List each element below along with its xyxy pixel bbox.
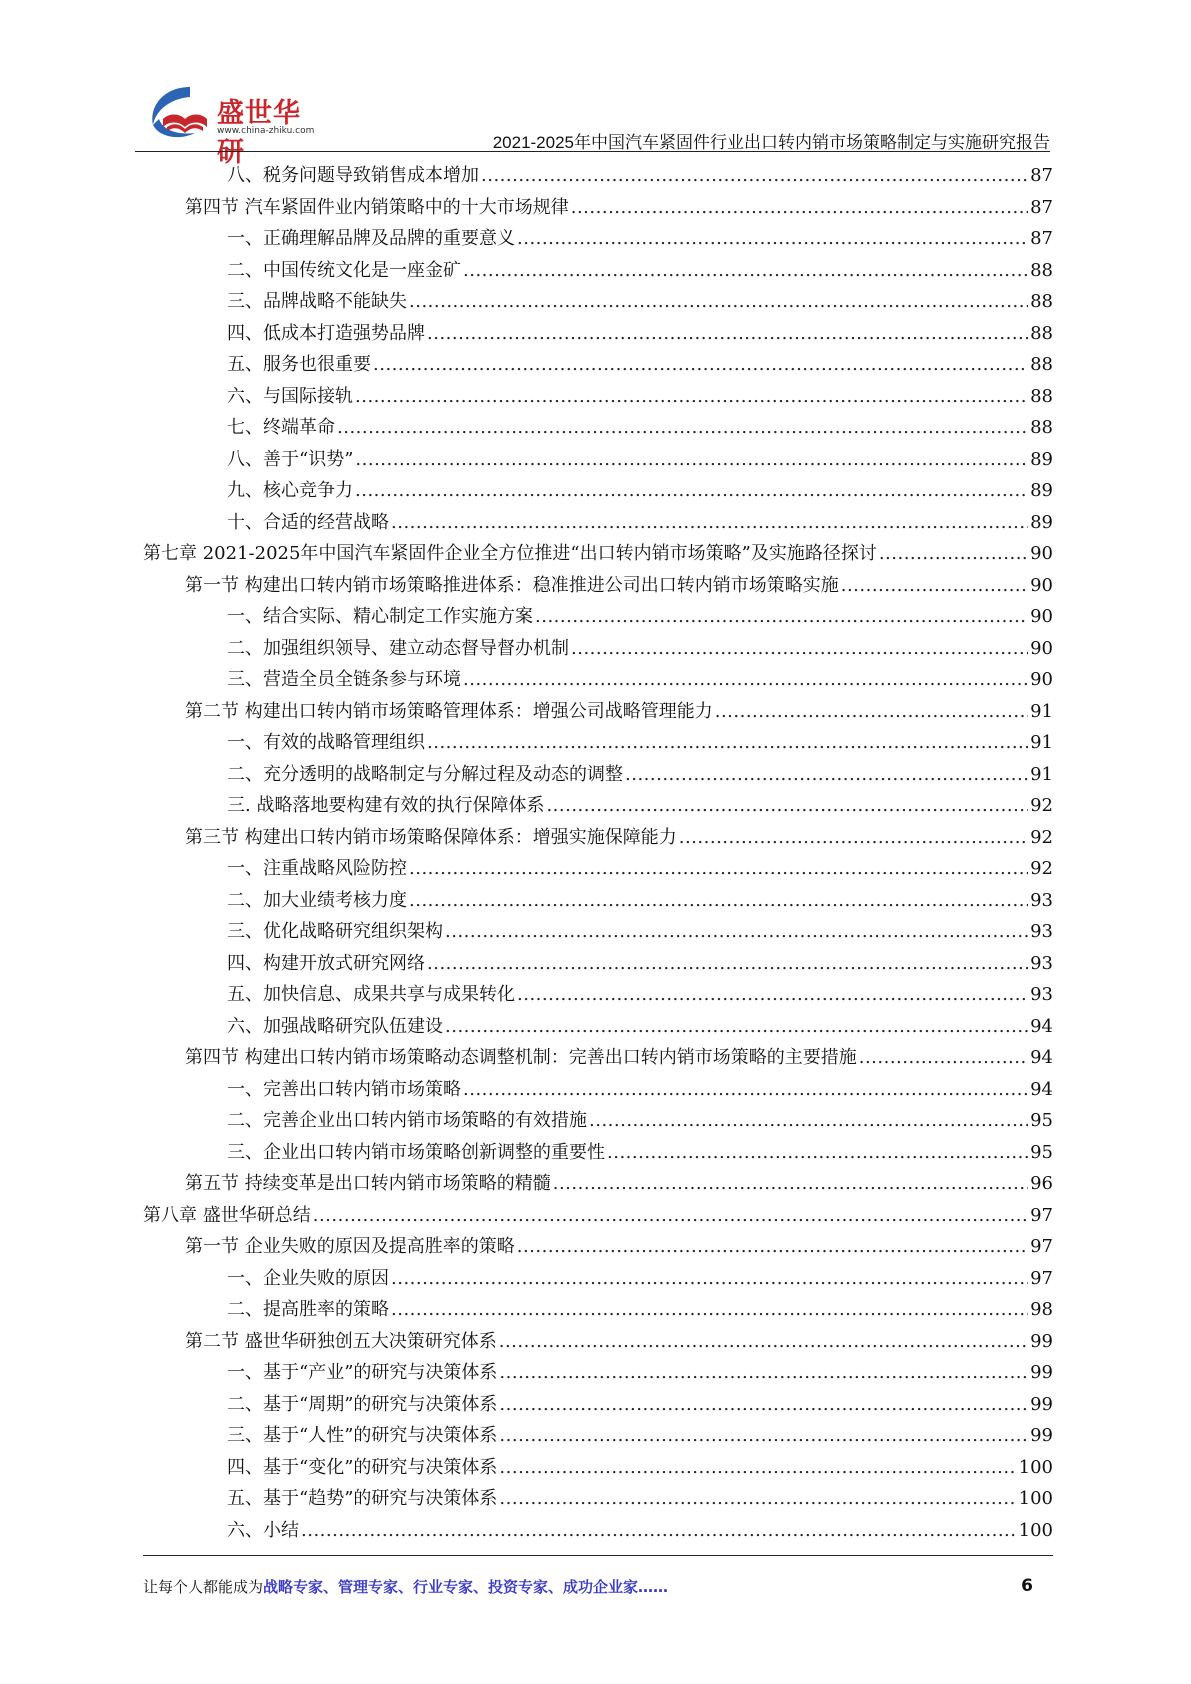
- toc-entry-page: 91: [1030, 732, 1053, 753]
- toc-entry-page: 96: [1030, 1173, 1053, 1194]
- toc-entry[interactable]: [143, 286, 1053, 318]
- toc-entry[interactable]: [143, 381, 1053, 413]
- toc-entry-title: 第五节 持续变革是出口转内销市场策略的精髓: [185, 1173, 551, 1194]
- toc-entry-page: 88: [1030, 417, 1053, 438]
- toc-entry-page: 99: [1030, 1425, 1053, 1446]
- toc-entry[interactable]: [143, 696, 1053, 728]
- toc-entry[interactable]: [143, 1452, 1053, 1484]
- toc-entry-page: 97: [1030, 1204, 1053, 1226]
- toc-entry[interactable]: [143, 1294, 1053, 1326]
- toc-entry[interactable]: [143, 160, 1053, 192]
- toc-entry[interactable]: [143, 1389, 1053, 1421]
- toc-entry-title: 第四节 构建出口转内销市场策略动态调整机制：完善出口转内销市场策略的主要措施: [185, 1047, 857, 1068]
- toc-entry-title: 第八章 盛世华研总结: [143, 1204, 311, 1226]
- toc-entry-title: 三. 战略落地要构建有效的执行保障体系: [227, 795, 545, 816]
- toc-entry-title: 二、提高胜率的策略: [227, 1299, 389, 1320]
- toc-leader-dots: [409, 853, 1028, 885]
- toc-entry-page: 93: [1030, 952, 1053, 974]
- toc-entry-title: 二、基于“周期”的研究与决策体系: [227, 1393, 498, 1415]
- toc-entry[interactable]: [143, 475, 1053, 507]
- toc-entry-page: 89: [1030, 511, 1053, 533]
- toc-entry-page: 99: [1030, 1330, 1053, 1352]
- toc-entry-page: 90: [1030, 669, 1053, 690]
- footer-slogan-prefix: 让每个人都能成为: [143, 1578, 264, 1596]
- toc-entry[interactable]: [143, 1420, 1053, 1452]
- toc-leader-dots: [517, 1231, 1028, 1263]
- toc-entry-title: 第四节 汽车紧固件业内销策略中的十大市场规律: [185, 196, 569, 218]
- toc-entry-title: 六、小结: [227, 1519, 299, 1541]
- toc-entry-page: 88: [1030, 259, 1053, 281]
- toc-entry-page: 90: [1030, 637, 1053, 659]
- toc-leader-dots: [391, 507, 1028, 539]
- toc-leader-dots: [409, 885, 1028, 917]
- page-number: 6: [1021, 1576, 1033, 1596]
- toc-entry-title: 第一节 构建出口转内销市场策略推进体系：稳准推进公司出口转内销市场策略实施: [185, 574, 839, 596]
- brand-url: www.china-zhiku.com: [217, 126, 315, 136]
- toc-entry-page: 100: [1018, 1519, 1053, 1541]
- page-header: [135, 78, 1050, 168]
- toc-entry[interactable]: [143, 948, 1053, 980]
- toc-leader-dots: [355, 475, 1028, 507]
- toc-entry[interactable]: [143, 223, 1053, 255]
- toc-leader-dots: [679, 822, 1028, 854]
- toc-entry[interactable]: [143, 1357, 1053, 1389]
- toc-entry[interactable]: [143, 916, 1053, 948]
- toc-entry-title: 第二节 盛世华研独创五大决策研究体系: [185, 1330, 497, 1352]
- toc-entry-title: 一、正确理解品牌及品牌的重要意义: [227, 228, 515, 249]
- toc-entry-title: 四、构建开放式研究网络: [227, 952, 425, 974]
- toc-entry-page: 95: [1030, 1141, 1053, 1163]
- toc-entry-page: 98: [1030, 1299, 1053, 1320]
- toc-entry-page: 97: [1030, 1236, 1053, 1257]
- toc-entry-title: 第一节 企业失败的原因及提高胜率的策略: [185, 1236, 515, 1257]
- toc-leader-dots: [517, 223, 1028, 255]
- toc-leader-dots: [499, 1389, 1028, 1421]
- toc-leader-dots: [373, 349, 1028, 381]
- toc-entry[interactable]: [143, 1515, 1053, 1547]
- toc-entry[interactable]: [143, 507, 1053, 539]
- toc-entry[interactable]: [143, 444, 1053, 476]
- toc-entry-page: 93: [1030, 889, 1053, 911]
- toc-leader-dots: [553, 1168, 1028, 1200]
- toc-entry-title: 一、注重战略风险防控: [227, 858, 407, 879]
- toc-leader-dots: [463, 664, 1028, 696]
- toc-entry-page: 87: [1030, 165, 1053, 186]
- toc-entry[interactable]: [143, 1326, 1053, 1358]
- page-footer: [143, 1576, 1053, 1597]
- toc-entry-page: 87: [1030, 196, 1053, 218]
- toc-entry-page: 89: [1030, 480, 1053, 501]
- toc-entry-page: 91: [1030, 700, 1053, 722]
- toc-entry[interactable]: [143, 255, 1053, 287]
- logo-swirl-icon: [145, 83, 215, 143]
- toc-entry-page: 88: [1030, 385, 1053, 407]
- toc-entry-title: 八、善于“识势”: [227, 448, 354, 470]
- toc-entry-title: 二、充分透明的战略制定与分解过程及动态的调整: [227, 763, 623, 785]
- toc-entry-page: 88: [1030, 291, 1053, 312]
- toc-leader-dots: [589, 1105, 1028, 1137]
- toc-entry[interactable]: [143, 727, 1053, 759]
- toc-leader-dots: [481, 160, 1028, 192]
- toc-entry-title: 七、终端革命: [227, 417, 335, 438]
- toc-leader-dots: [535, 601, 1028, 633]
- toc-leader-dots: [571, 633, 1028, 665]
- toc-leader-dots: [499, 1483, 1016, 1515]
- toc-leader-dots: [879, 538, 1028, 570]
- toc-entry[interactable]: [143, 979, 1053, 1011]
- toc-entry[interactable]: [143, 790, 1053, 822]
- toc-entry-page: 94: [1030, 1078, 1053, 1100]
- toc-entry[interactable]: [143, 633, 1053, 665]
- toc-entry-title: 第三节 构建出口转内销市场策略保障体系：增强实施保障能力: [185, 826, 677, 848]
- toc-entry-title: 三、基于“人性”的研究与决策体系: [227, 1425, 498, 1446]
- toc-entry-title: 三、营造全员全链条参与环境: [227, 669, 461, 690]
- toc-entry-page: 90: [1030, 606, 1053, 627]
- toc-entry-page: 87: [1030, 228, 1053, 249]
- toc-entry[interactable]: [143, 601, 1053, 633]
- toc-entry-page: 93: [1030, 984, 1053, 1005]
- toc-entry-title: 一、基于“产业”的研究与决策体系: [227, 1362, 498, 1383]
- toc-entry-page: 100: [1018, 1488, 1053, 1509]
- toc-leader-dots: [715, 696, 1028, 728]
- toc-entry-page: 94: [1030, 1047, 1053, 1068]
- toc-leader-dots: [445, 916, 1028, 948]
- toc-entry-title: 四、低成本打造强势品牌: [227, 322, 425, 344]
- toc-leader-dots: [499, 1420, 1028, 1452]
- toc-entry-page: 88: [1030, 354, 1053, 375]
- toc-entry-title: 一、企业失败的原因: [227, 1267, 389, 1289]
- toc-leader-dots: [546, 790, 1028, 822]
- toc-leader-dots: [427, 948, 1028, 980]
- footer-slogan-highlight: 战略专家、管理专家、行业专家、投资专家、成功企业家……: [263, 1578, 669, 1596]
- toc-entry-title: 一、有效的战略管理组织: [227, 732, 425, 753]
- brand-logo: [145, 83, 315, 168]
- footer-divider: [143, 1555, 1053, 1556]
- toc-entry-page: 94: [1030, 1015, 1053, 1037]
- toc-leader-dots: [355, 444, 1028, 476]
- toc-entry-title: 九、核心竞争力: [227, 480, 353, 501]
- toc-entry[interactable]: [143, 412, 1053, 444]
- toc-entry-page: 88: [1030, 322, 1053, 344]
- toc-entry[interactable]: [143, 1231, 1053, 1263]
- toc-entry-title: 第二节 构建出口转内销市场策略管理体系：增强公司战略管理能力: [185, 700, 713, 722]
- toc-leader-dots: [427, 318, 1028, 350]
- toc-entry-title: 八、税务问题导致销售成本增加: [227, 165, 479, 186]
- toc-leader-dots: [499, 1452, 1016, 1484]
- toc-entry-title: 第七章 2021-2025年中国汽车紧固件企业全方位推进“出口转内销市场策略”及实施路径探讨: [143, 543, 877, 564]
- toc-entry-title: 二、中国传统文化是一座金矿: [227, 259, 461, 281]
- toc-entry-page: 99: [1030, 1362, 1053, 1383]
- toc-leader-dots: [517, 979, 1028, 1011]
- toc-entry-title: 二、完善企业出口转内销市场策略的有效措施: [227, 1110, 587, 1131]
- toc-entry-page: 90: [1030, 543, 1053, 564]
- toc-leader-dots: [409, 286, 1028, 318]
- toc-entry-title: 五、加快信息、成果共享与成果转化: [227, 984, 515, 1005]
- toc-entry[interactable]: [143, 885, 1053, 917]
- toc-entry-page: 92: [1030, 826, 1053, 848]
- toc-entry-page: 100: [1018, 1456, 1053, 1478]
- toc-entry[interactable]: [143, 1074, 1053, 1106]
- toc-entry[interactable]: [143, 192, 1053, 224]
- toc-entry[interactable]: [143, 822, 1053, 854]
- toc-entry[interactable]: [143, 538, 1053, 570]
- toc-leader-dots: [337, 412, 1028, 444]
- toc-leader-dots: [625, 759, 1028, 791]
- toc-entry[interactable]: [143, 1042, 1053, 1074]
- toc-leader-dots: [313, 1200, 1028, 1232]
- toc-entry-title: 三、品牌战略不能缺失: [227, 291, 407, 312]
- toc-entry[interactable]: [143, 349, 1053, 381]
- toc-entry-title: 一、完善出口转内销市场策略: [227, 1078, 461, 1100]
- toc-entry[interactable]: [143, 1263, 1053, 1295]
- toc-entry-page: 92: [1030, 858, 1053, 879]
- toc-entry-title: 一、结合实际、精心制定工作实施方案: [227, 606, 533, 627]
- toc-leader-dots: [463, 255, 1028, 287]
- toc-leader-dots: [445, 1011, 1028, 1043]
- toc-entry-title: 六、与国际接轨: [227, 385, 353, 407]
- toc-entry[interactable]: [143, 1483, 1053, 1515]
- toc-entry[interactable]: [143, 318, 1053, 350]
- toc-entry-page: 95: [1030, 1110, 1053, 1131]
- toc-leader-dots: [499, 1326, 1028, 1358]
- toc-leader-dots: [571, 192, 1028, 224]
- toc-entry[interactable]: [143, 1168, 1053, 1200]
- toc-entry-page: 92: [1030, 795, 1053, 816]
- toc-leader-dots: [499, 1357, 1028, 1389]
- toc-entry-title: 三、企业出口转内销市场策略创新调整的重要性: [227, 1141, 605, 1163]
- report-title: 2021-2025年中国汽车紧固件行业出口转内销市场策略制定与实施研究报告: [492, 133, 1050, 152]
- toc-entry-page: 99: [1030, 1393, 1053, 1415]
- toc-leader-dots: [391, 1294, 1028, 1326]
- brand-name: 盛世华研: [217, 98, 301, 168]
- table-of-contents: [143, 160, 1053, 1546]
- toc-leader-dots: [841, 570, 1028, 602]
- toc-entry-title: 十、合适的经营战略: [227, 511, 389, 533]
- header-divider: [135, 151, 1050, 152]
- toc-entry-page: 91: [1030, 763, 1053, 785]
- toc-entry-page: 97: [1030, 1267, 1053, 1289]
- toc-leader-dots: [301, 1515, 1017, 1547]
- toc-entry-title: 二、加大业绩考核力度: [227, 889, 407, 911]
- toc-leader-dots: [355, 381, 1028, 413]
- toc-entry[interactable]: [143, 759, 1053, 791]
- toc-entry-title: 五、基于“趋势”的研究与决策体系: [227, 1488, 498, 1509]
- toc-entry-title: 四、基于“变化”的研究与决策体系: [227, 1456, 498, 1478]
- toc-leader-dots: [607, 1137, 1028, 1169]
- toc-entry[interactable]: [143, 853, 1053, 885]
- toc-entry-title: 五、服务也很重要: [227, 354, 371, 375]
- toc-leader-dots: [463, 1074, 1028, 1106]
- toc-entry-title: 六、加强战略研究队伍建设: [227, 1015, 443, 1037]
- toc-entry-page: 93: [1030, 921, 1053, 942]
- toc-leader-dots: [427, 727, 1028, 759]
- toc-entry[interactable]: [143, 1137, 1053, 1169]
- toc-entry-title: 三、优化战略研究组织架构: [227, 921, 443, 942]
- toc-leader-dots: [391, 1263, 1028, 1295]
- toc-entry[interactable]: [143, 1200, 1053, 1232]
- toc-entry-page: 89: [1030, 448, 1053, 470]
- toc-entry-page: 90: [1030, 574, 1053, 596]
- toc-entry[interactable]: [143, 664, 1053, 696]
- toc-entry[interactable]: [143, 1011, 1053, 1043]
- toc-entry[interactable]: [143, 570, 1053, 602]
- toc-leader-dots: [859, 1042, 1028, 1074]
- toc-entry[interactable]: [143, 1105, 1053, 1137]
- toc-entry-title: 二、加强组织领导、建立动态督导督办机制: [227, 637, 569, 659]
